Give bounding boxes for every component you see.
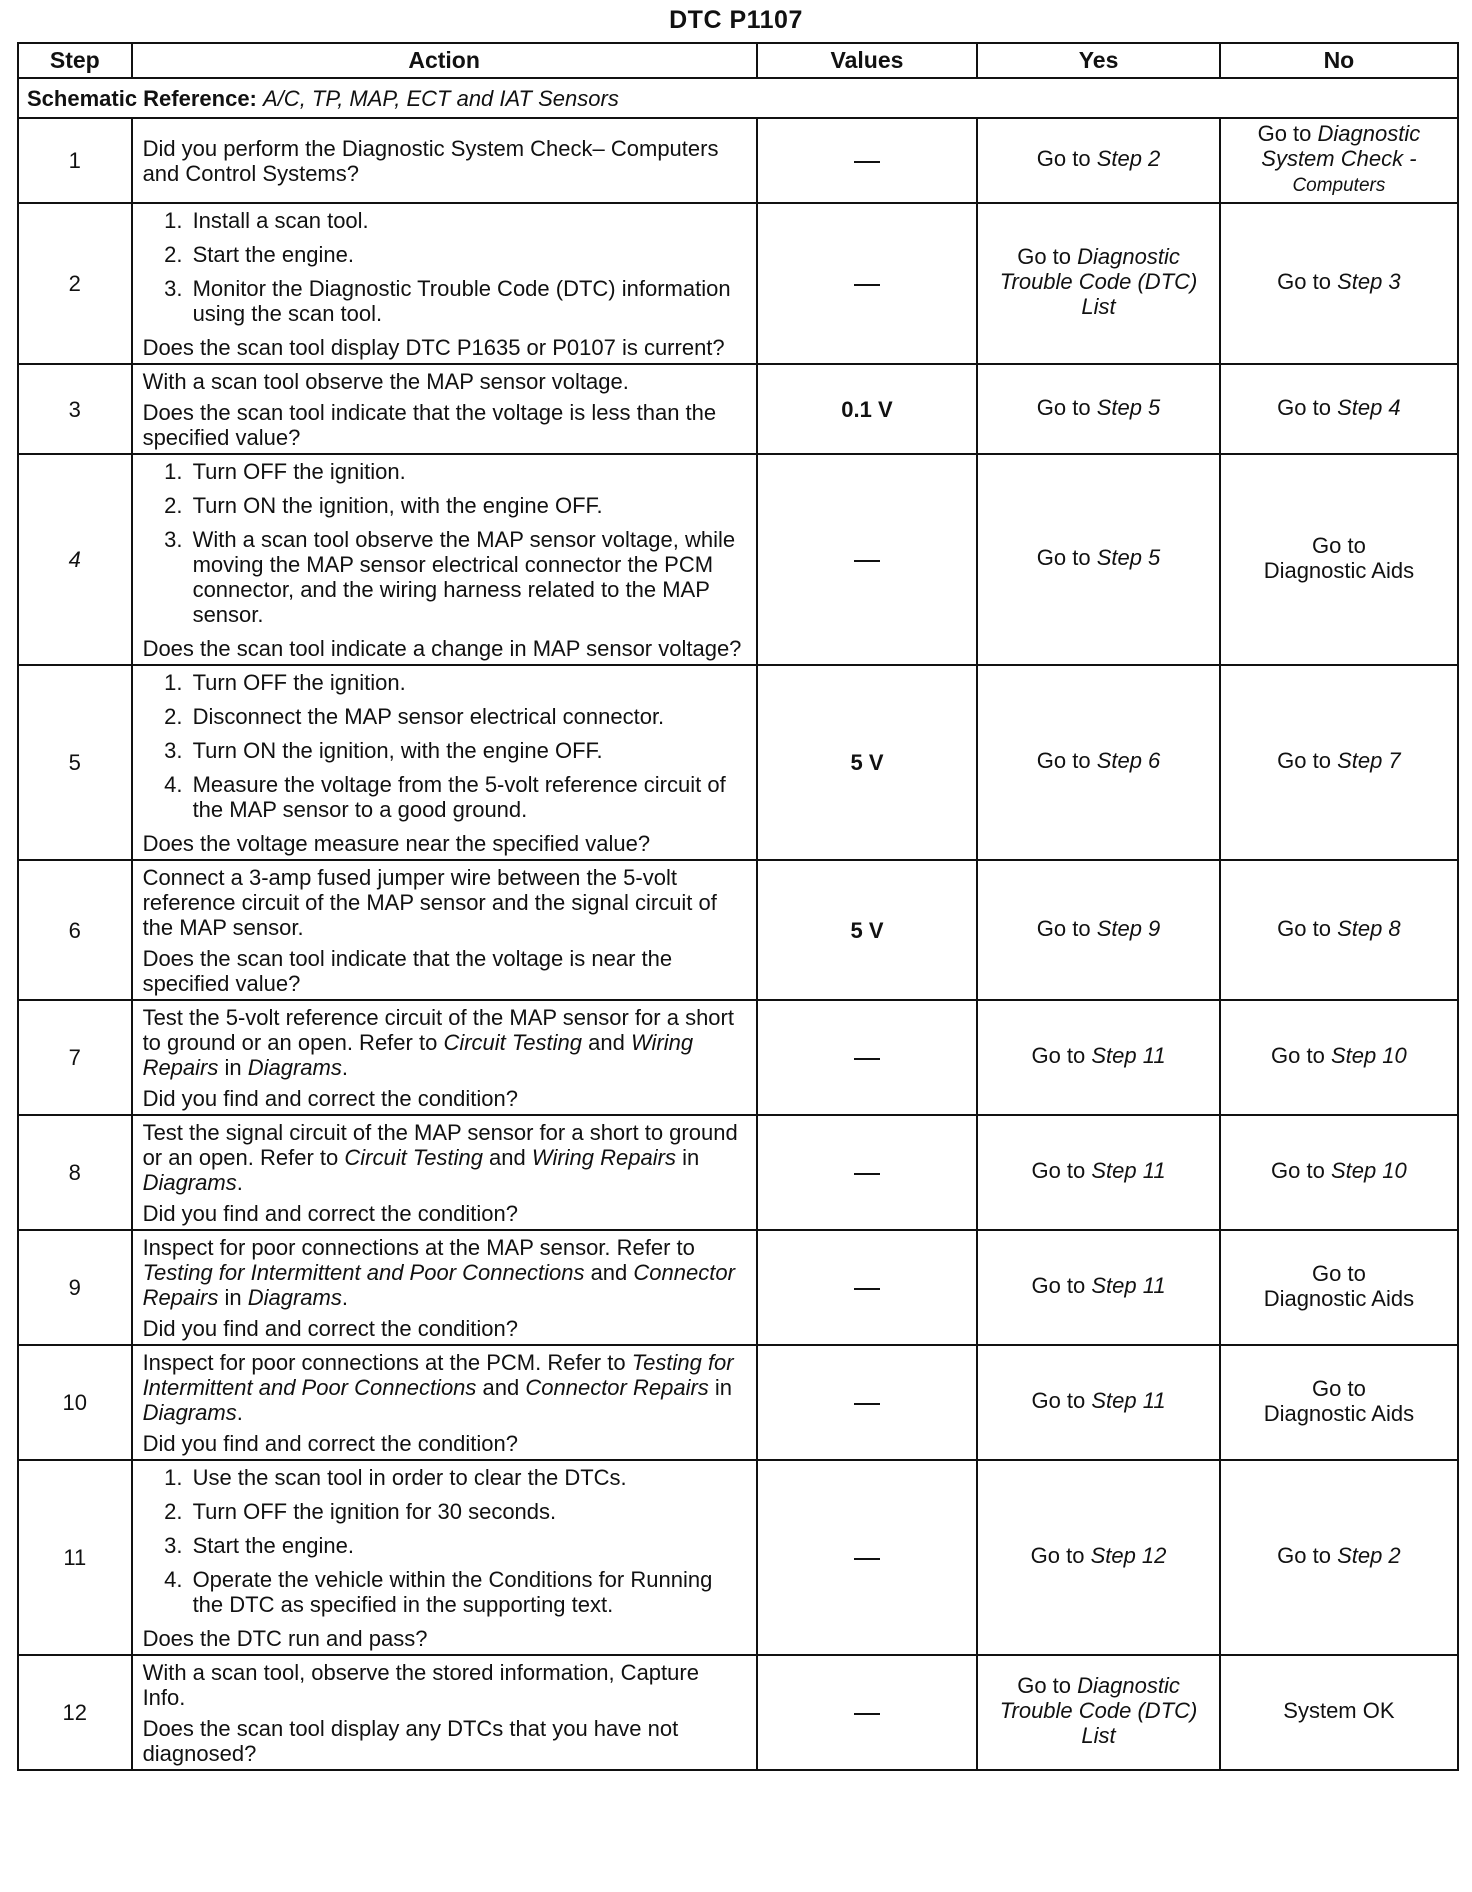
action-question: Does the DTC run and pass? — [142, 1626, 428, 1651]
table-row — [18, 665, 1458, 860]
action-text — [143, 1120, 746, 1195]
yes-cell — [977, 118, 1220, 203]
value-cell — [757, 454, 978, 665]
action-cell — [132, 1460, 757, 1655]
no-prefix: Go to — [1257, 121, 1318, 146]
action-question: Does the scan tool display DTC P1635 or P0107 is current? — [142, 335, 725, 360]
action-reference[interactable]: Diagrams — [247, 1285, 342, 1310]
table-row — [18, 1655, 1458, 1770]
action-question: Did you find and correct the condition? — [142, 1316, 519, 1341]
action-list-item: 3. Monitor the Diagnostic Trouble Code (DTC) information using the scan tool. — [189, 276, 746, 326]
step-number: 7 — [18, 1000, 132, 1115]
yes-link[interactable]: Step 11 — [1091, 1043, 1166, 1068]
table-row — [18, 860, 1458, 1000]
no-prefix: Go to — [1277, 394, 1338, 420]
yes-link[interactable]: Step 5 — [1096, 394, 1161, 420]
no-prefix: Go to — [1277, 748, 1338, 773]
action-text-part: in — [218, 1285, 248, 1310]
action-question: Does the scan tool display any DTCs that you have not diagnosed? — [142, 1716, 679, 1766]
no-link[interactable]: Diagnostic Aids — [1263, 557, 1415, 583]
no-link[interactable]: Step 10 — [1330, 1043, 1407, 1068]
value-cell: 5 V — [757, 665, 978, 860]
no-link[interactable]: Step 2 — [1337, 1543, 1401, 1568]
no-cell — [1220, 1230, 1458, 1345]
dash-mark — [854, 284, 880, 286]
action-question: Did you find and correct the condition? — [142, 1086, 519, 1111]
yes-prefix: Go to — [1017, 244, 1078, 269]
no-prefix: Go to — [1312, 1260, 1366, 1286]
action-list — [143, 459, 746, 627]
document-title: DTC P1107 — [669, 6, 803, 34]
action-text-part: in — [675, 1145, 700, 1170]
value-cell: 0.1 V — [757, 364, 978, 454]
header-no: No — [1220, 43, 1458, 78]
yes-link[interactable]: Step 11 — [1091, 1388, 1166, 1413]
dash-mark — [854, 161, 880, 163]
yes-prefix: Go to — [1030, 1543, 1091, 1568]
action-reference[interactable]: Wiring Repairs — [531, 1145, 676, 1170]
yes-cell — [977, 203, 1220, 364]
action-text: With a scan tool observe the MAP sensor voltage. — [142, 369, 629, 394]
yes-prefix: Go to — [1031, 1158, 1092, 1183]
action-reference[interactable]: Testing for Intermittent and Poor Connections — [142, 1350, 734, 1400]
yes-cell — [977, 1345, 1220, 1460]
action-list — [143, 1465, 746, 1617]
action-text-part: . — [236, 1400, 243, 1425]
table-row — [18, 1460, 1458, 1655]
action-text-part: Test the 5-volt reference circuit of the MAP sensor for a short to ground or an open. Refer to — [142, 1005, 734, 1055]
dash-mark — [854, 1288, 880, 1290]
action-text-part: Inspect for poor connections at the PCM. Refer to — [142, 1350, 632, 1375]
action-text-part: Test the signal circuit of the MAP sensor for a short to ground or an open. Refer to — [142, 1120, 738, 1170]
step-number: 4 — [18, 454, 132, 665]
action-cell — [132, 454, 757, 665]
action-cell — [132, 118, 757, 203]
header-values: Values — [757, 43, 978, 78]
no-prefix: Go to — [1271, 1043, 1331, 1068]
action-reference[interactable]: Circuit Testing — [344, 1145, 483, 1170]
yes-link[interactable]: Step 11 — [1091, 1158, 1166, 1183]
table-row — [18, 454, 1458, 665]
action-text-part: and — [582, 1030, 631, 1055]
action-question: Does the scan tool indicate that the voltage is less than the specified value? — [142, 400, 717, 450]
table-row — [18, 118, 1458, 203]
table-row — [18, 1230, 1458, 1345]
step-number: 12 — [18, 1655, 132, 1770]
table-row — [18, 1115, 1458, 1230]
action-text-part: in — [708, 1375, 733, 1400]
action-cell — [132, 860, 757, 1000]
action-cell — [132, 1345, 757, 1460]
step-number: 3 — [18, 364, 132, 454]
yes-prefix: Go to — [1036, 146, 1097, 171]
action-list-item: 4. Operate the vehicle within the Conditions for Running the DTC as specified in the supporting text. — [189, 1567, 746, 1617]
no-prefix: Go to — [1277, 915, 1338, 941]
schematic-label: Schematic Reference: — [27, 85, 257, 111]
no-link[interactable]: Step 3 — [1337, 269, 1401, 294]
yes-prefix: Go to — [1031, 1388, 1092, 1413]
action-list-item: 2. Turn ON the ignition, with the engine OFF. — [189, 493, 746, 518]
no-cell — [1220, 454, 1458, 665]
header-action: Action — [132, 43, 757, 78]
dash-mark — [854, 1403, 880, 1405]
header-row — [18, 43, 1458, 78]
action-text: With a scan tool, observe the stored information, Capture Info. — [142, 1660, 699, 1710]
action-list-item: 3. Turn ON the ignition, with the engine OFF. — [189, 738, 746, 763]
no-link[interactable]: Step 8 — [1337, 915, 1401, 941]
yes-link[interactable]: Step 12 — [1090, 1543, 1167, 1568]
action-list-item: 1. Turn OFF the ignition. — [189, 459, 746, 484]
step-number: 10 — [18, 1345, 132, 1460]
action-list-item: 2. Start the engine. — [189, 242, 746, 267]
yes-prefix: Go to — [1036, 394, 1097, 420]
action-list — [143, 670, 746, 822]
action-list-item: 2. Disconnect the MAP sensor electrical connector. — [189, 704, 746, 729]
no-link[interactable]: Diagnostic Aids — [1263, 1400, 1415, 1426]
action-text-part: in — [218, 1055, 248, 1080]
action-list-item: 4. Measure the voltage from the 5-volt reference circuit of the MAP sensor to a good ground. — [189, 772, 746, 822]
no-prefix: Go to — [1271, 1158, 1331, 1183]
yes-cell — [977, 1460, 1220, 1655]
yes-prefix: Go to — [1036, 545, 1097, 570]
action-reference[interactable]: Connector Repairs — [142, 1260, 735, 1310]
dash-mark — [854, 1558, 880, 1560]
yes-link[interactable]: Step 11 — [1091, 1273, 1166, 1298]
step-number: 11 — [18, 1460, 132, 1655]
action-text — [143, 1005, 746, 1080]
yes-link[interactable]: Step 2 — [1096, 146, 1161, 171]
action-cell — [132, 1655, 757, 1770]
action-reference[interactable]: Circuit Testing — [443, 1030, 583, 1055]
action-text — [143, 1350, 746, 1425]
no-cell — [1220, 1655, 1458, 1770]
dtc-table — [17, 42, 1459, 1771]
action-cell — [132, 1230, 757, 1345]
action-text — [143, 1235, 746, 1310]
no-cell — [1220, 1115, 1458, 1230]
action-cell — [132, 1000, 757, 1115]
step-number: 9 — [18, 1230, 132, 1345]
yes-cell — [977, 454, 1220, 665]
no-link[interactable]: Diagnostic System Check - — [1261, 121, 1421, 171]
action-reference[interactable]: Wiring Repairs — [142, 1030, 694, 1080]
action-question: Does the voltage measure near the specified value? — [142, 831, 651, 856]
yes-link[interactable]: Step 5 — [1096, 545, 1161, 570]
yes-link[interactable]: Step 6 — [1096, 748, 1161, 773]
no-cell — [1220, 860, 1458, 1000]
action-text: Did you perform the Diagnostic System Check– Computers and Control Systems? — [142, 136, 719, 186]
no-prefix: Go to — [1312, 1375, 1366, 1401]
yes-prefix: Go to — [1031, 1273, 1092, 1298]
yes-cell — [977, 665, 1220, 860]
yes-prefix: Go to — [1031, 1043, 1092, 1068]
action-text-part: . — [236, 1170, 243, 1195]
action-text: Connect a 3-amp fused jumper wire between the 5-volt reference circuit of the MAP sensor and the signal circuit of the MAP sensor. — [142, 865, 717, 940]
dash-mark — [854, 1713, 880, 1715]
value-cell — [757, 118, 978, 203]
no-prefix: Go to — [1277, 269, 1338, 294]
yes-prefix: Go to — [1036, 915, 1097, 941]
action-reference[interactable]: Diagrams — [247, 1055, 342, 1080]
no-link[interactable]: Step 4 — [1337, 394, 1401, 420]
dash-mark — [854, 560, 880, 562]
no-cell — [1220, 364, 1458, 454]
table-row — [18, 1345, 1458, 1460]
no-cell — [1220, 1460, 1458, 1655]
value-cell — [757, 1655, 978, 1770]
action-cell — [132, 665, 757, 860]
schematic-reference — [18, 78, 1458, 118]
action-text-part: and — [482, 1145, 532, 1170]
action-list-item: 1. Turn OFF the ignition. — [189, 670, 746, 695]
table-row — [18, 203, 1458, 364]
schematic-value: A/C, TP, MAP, ECT and IAT Sensors — [263, 85, 619, 111]
action-text-part: . — [341, 1055, 348, 1080]
action-reference[interactable]: Diagrams — [142, 1400, 237, 1425]
action-reference[interactable]: Diagrams — [142, 1170, 237, 1195]
step-number: 6 — [18, 860, 132, 1000]
no-cell — [1220, 1345, 1458, 1460]
yes-prefix: Go to — [1017, 1673, 1078, 1698]
action-list — [143, 208, 746, 326]
yes-link[interactable]: Diagnostic Trouble Code (DTC) List — [999, 1673, 1198, 1748]
action-reference[interactable]: Testing for Intermittent and Poor Connections — [142, 1260, 585, 1285]
action-list-item: 1. Use the scan tool in order to clear the DTCs. — [189, 1465, 746, 1490]
yes-cell — [977, 860, 1220, 1000]
table-row — [18, 1000, 1458, 1115]
yes-link[interactable]: Diagnostic Trouble Code (DTC) List — [999, 244, 1198, 319]
no-link: System OK — [1283, 1698, 1395, 1723]
step-number: 1 — [18, 118, 132, 203]
action-question: Does the scan tool indicate that the voltage is near the specified value? — [142, 946, 673, 996]
action-text-part: . — [341, 1285, 348, 1310]
value-cell — [757, 1115, 978, 1230]
action-list-item: 3. With a scan tool observe the MAP sensor voltage, while moving the MAP sensor electrical connector the PCM connector, and the wiring harness related to the MAP sensor. — [189, 527, 746, 627]
yes-cell — [977, 1000, 1220, 1115]
value-cell — [757, 1345, 978, 1460]
dash-mark — [854, 1173, 880, 1175]
table-row — [18, 364, 1458, 454]
action-text-part: and — [584, 1260, 634, 1285]
no-prefix: Go to — [1312, 532, 1366, 558]
value-cell — [757, 1230, 978, 1345]
action-list-item: 3. Start the engine. — [189, 1533, 746, 1558]
action-question: Did you find and correct the condition? — [142, 1201, 519, 1226]
schematic-row — [18, 78, 1458, 118]
no-link[interactable]: Diagnostic Aids — [1263, 1285, 1415, 1311]
no-link[interactable]: Step 7 — [1337, 748, 1401, 773]
no-cell — [1220, 665, 1458, 860]
action-list-item: 2. Turn OFF the ignition for 30 seconds. — [189, 1499, 746, 1524]
value-cell — [757, 203, 978, 364]
action-question: Did you find and correct the condition? — [142, 1431, 519, 1456]
yes-cell — [977, 1230, 1220, 1345]
step-number: 2 — [18, 203, 132, 364]
action-question: Does the scan tool indicate a change in MAP sensor voltage? — [142, 636, 742, 661]
no-prefix: Go to — [1277, 1543, 1338, 1568]
step-number: 8 — [18, 1115, 132, 1230]
value-cell — [757, 1000, 978, 1115]
yes-link[interactable]: Step 9 — [1096, 915, 1161, 941]
dash-mark — [854, 1058, 880, 1060]
action-text-part: and — [476, 1375, 526, 1400]
yes-cell — [977, 1655, 1220, 1770]
no-cell — [1220, 118, 1458, 203]
action-cell — [132, 1115, 757, 1230]
no-cell — [1220, 203, 1458, 364]
action-cell — [132, 364, 757, 454]
step-number: 5 — [18, 665, 132, 860]
value-cell — [757, 1460, 978, 1655]
no-cell — [1220, 1000, 1458, 1115]
action-list-item: 1. Install a scan tool. — [189, 208, 746, 233]
header-yes: Yes — [977, 43, 1220, 78]
no-link-sub[interactable]: Computers — [1292, 175, 1386, 196]
action-text-part: Inspect for poor connections at the MAP sensor. Refer to — [142, 1235, 695, 1260]
no-link[interactable]: Step 10 — [1330, 1158, 1407, 1183]
action-cell — [132, 203, 757, 364]
yes-cell — [977, 1115, 1220, 1230]
yes-prefix: Go to — [1036, 748, 1097, 773]
action-reference[interactable]: Connector Repairs — [525, 1375, 709, 1400]
value-cell: 5 V — [757, 860, 978, 1000]
header-step: Step — [18, 43, 132, 78]
yes-cell — [977, 364, 1220, 454]
